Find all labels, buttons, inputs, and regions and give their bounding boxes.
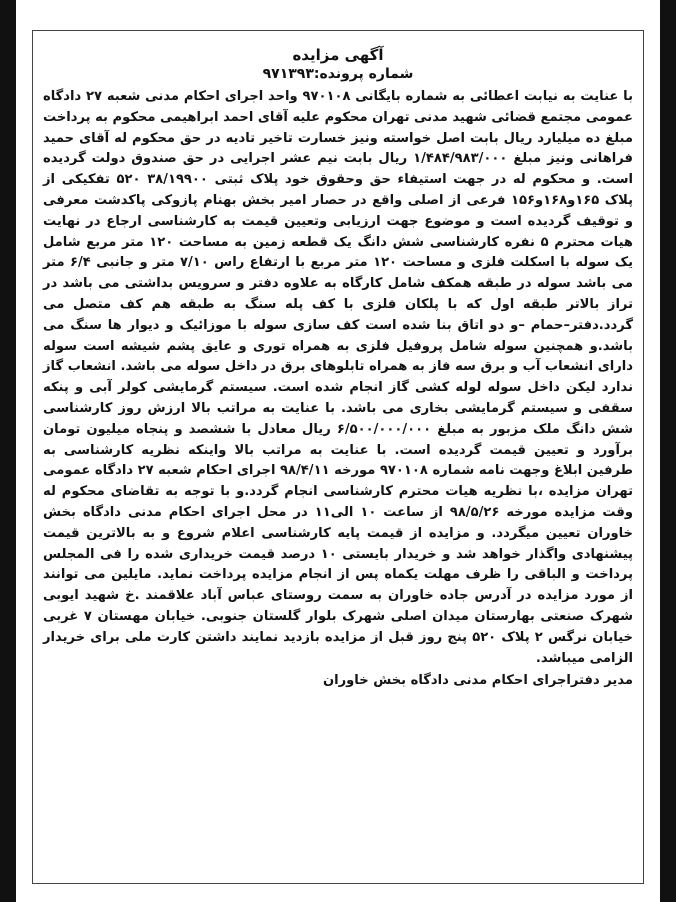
notice-frame xyxy=(32,30,644,884)
right-edge-bar xyxy=(660,0,676,902)
notice-signature: مدیر دفتراجرای احکام مدنی دادگاه بخش خاوران xyxy=(322,673,633,689)
notice-body: با عنایت به نیابت اعطائی به شماره بایگانی ۹۷۰۱۰۸ واحد اجرای احکام مدنی شعبه ۲۷ دادگاه عمومی مجتمع قضائی شهید مدنی تهران محکوم علیه آقای احمد ابراهیمی محکوم به پرداخت مبلغ ده میلیارد ریال بابت اصل خواسته ونیز خسارت تاخیر تادیه در حق محکوم له آقای حمید فراهانی ونیز مبلغ ۱/۴۸۴/۹۸۳/۰۰۰ ریال بابت نیم عشر اجرایی در حق صندوق دولت گردیده است. و محکوم له در جهت استیفاء حق وحقوق خود پلاک ثبتی ۳۸/۱۹۹۰۰ ۵۲۰ تفکیکی از پلاک ۱۶۵و۱۶۸و۱۵۶ فرعی از اصلی واقع در حصار امیر بخش بهنام پازوکی پاکدشت معرفی و توقیف گردیده است و موضوع جهت ارزیابی وتعیین قیمت به کارشناسی ارجاع در نهایت هیات محترم ۵ نفره کارشناسی شش دانگ یک قطعه زمین به مساحت ۱۲۰ متر مربع شامل یک سوله با اسکلت فلزی و مساحت ۱۲۰ متر مربع با ارتفاع راس ۷/۱۰ متر و جانبی ۶/۴ متر می باشد سوله در طبقه همکف شامل کارگاه به علاوه دفتر و سرویس بداشتی می باشد در تراز بالاتر طبقه اول که با پلکان فلزی با کف پله سنگ به طبقه هم کف متصل می گردد.دفتر–حمام –و دو اتاق بنا شده است کف سازی سوله با موزائیک و دیوار ها سنگ می باشد.و همچنین سوله شامل پروفیل فلزی به همراه توری و عایق پشم شیشه است سوله دارای انشعاب آب و برق سه فاز به همراه تابلوهای برق در داخل سوله می باشد. انشعاب گاز ندارد لیکن داخل سوله لوله کشی گاز انجام شده است. سیستم گرمایشی کولر آبی و پنکه سقفی و سیستم گرمایشی بخاری می باشد. با عنایت به مراتب بالا ارزش روز کارشناسی شش دانگ ملک مزبور به مبلغ ۶/۵۰۰/۰۰۰/۰۰۰ ریال معادل با ششصد و پنجاه میلیون تومان برآورد و تعیین قیمت گردیده است. با عنایت به مراتب بالا واینکه نظریه کارشناسی به طرفین ابلاغ وجهت نامه شماره ۹۷۰۱۰۸ مورخه ۹۸/۴/۱۱ اجرای احکام شعبه ۲۷ دادگاه عمومی تهران مزایده ،با نظریه هیات محترم کارشناسی انجام گردد.و با توجه به تقاضای محکوم له وقت مزایده مورخه ۹۸/۵/۲۶ از ساعت ۱۰ الی۱۱ در محل اجرای احکام مدنی دادگاه بخش خاوران تعیین میگردد. و مزایده از قیمت پایه کارشناسی اعلام شروع و به بالاترین قیمت پیشنهادی واگذار خواهد شد و خریدار بایستی ۱۰ درصد قیمت خریداری شده را فی المجلس پرداخت و الباقی را ظرف مهلت یکماه پس از انجام مزایده پرداخت نماید. مایلین می توانند از مورد مزایده در آدرس جاده خاوران به سمت روستای عباس آباد علاقمند .خ شهید ایوبی شهرک صنعتی بهارستان میدان اصلی شهرک بلوار گلستان جنوبی. خیابان مهستان ۷ غربی خیابان نرگس ۲ پلاک ۵۲۰ پنج روز قبل از مزایده بازدید نمایند داشتن کارت ملی برای خریدار الزامی میباشد. xyxy=(42,89,634,666)
left-edge-bar xyxy=(0,0,16,902)
notice-title: آگهی مزایده xyxy=(292,46,384,64)
case-number: شماره پرونده:۹۷۱۳۹۳ xyxy=(262,66,414,82)
